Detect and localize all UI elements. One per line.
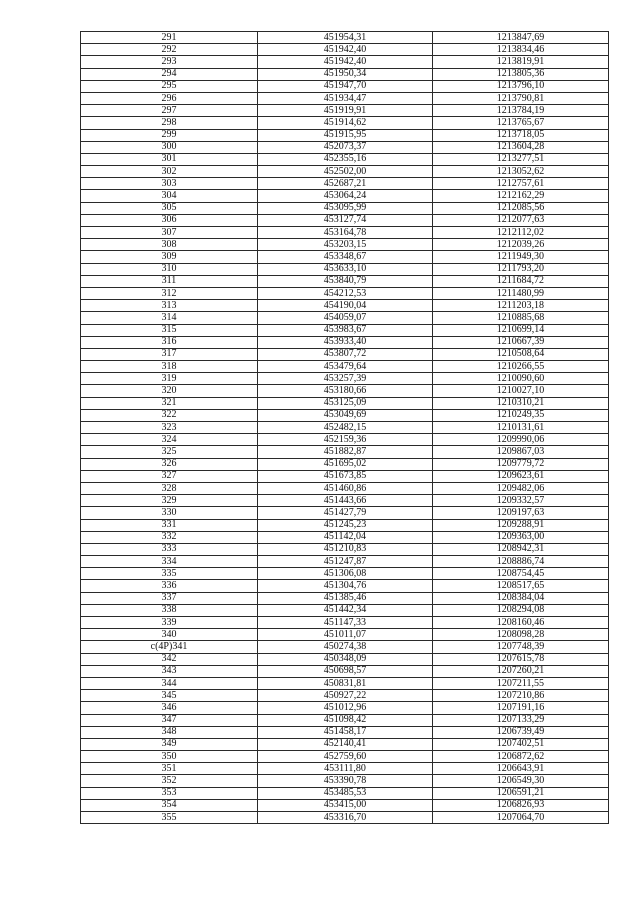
point-number-cell: 324 <box>81 434 258 446</box>
table-row <box>81 141 609 153</box>
y-coordinate-cell: 1210310,21 <box>433 397 609 409</box>
table-row <box>81 446 609 458</box>
x-coordinate-cell: 453203,15 <box>258 239 433 251</box>
table-row <box>81 629 609 641</box>
y-coordinate-cell: 1213790,81 <box>433 92 609 104</box>
point-number-cell: 343 <box>81 665 258 677</box>
point-number-cell: 349 <box>81 738 258 750</box>
table-row <box>81 287 609 299</box>
point-number-cell: 314 <box>81 312 258 324</box>
point-number-cell: 352 <box>81 775 258 787</box>
point-number-cell: 305 <box>81 202 258 214</box>
x-coordinate-cell: 453933,40 <box>258 336 433 348</box>
table-row <box>81 422 609 434</box>
point-number-cell: 332 <box>81 531 258 543</box>
table-row <box>81 385 609 397</box>
table-row <box>81 470 609 482</box>
y-coordinate-cell: 1213847,69 <box>433 32 609 44</box>
y-coordinate-cell: 1209288,91 <box>433 519 609 531</box>
x-coordinate-cell: 451012,96 <box>258 702 433 714</box>
x-coordinate-cell: 451098,42 <box>258 714 433 726</box>
table-row <box>81 495 609 507</box>
table-row <box>81 397 609 409</box>
point-number-cell: 350 <box>81 751 258 763</box>
y-coordinate-cell: 1206591,21 <box>433 787 609 799</box>
x-coordinate-cell: 451147,33 <box>258 617 433 629</box>
x-coordinate-cell: 451210,83 <box>258 543 433 555</box>
table-row <box>81 190 609 202</box>
x-coordinate-cell: 450927,22 <box>258 690 433 702</box>
x-coordinate-cell: 452073,37 <box>258 141 433 153</box>
x-coordinate-cell: 453316,70 <box>258 812 433 824</box>
x-coordinate-cell: 453390,78 <box>258 775 433 787</box>
y-coordinate-cell: 1210885,68 <box>433 312 609 324</box>
table-row <box>81 726 609 738</box>
table-row <box>81 458 609 470</box>
point-number-cell: 301 <box>81 153 258 165</box>
x-coordinate-cell: 454059,07 <box>258 312 433 324</box>
y-coordinate-cell: 1208160,46 <box>433 617 609 629</box>
y-coordinate-cell: 1207064,70 <box>433 812 609 824</box>
y-coordinate-cell: 1208886,74 <box>433 556 609 568</box>
y-coordinate-cell: 1213784,19 <box>433 105 609 117</box>
table-row <box>81 434 609 446</box>
point-number-cell: 295 <box>81 80 258 92</box>
table-row <box>81 202 609 214</box>
point-number-cell: 311 <box>81 275 258 287</box>
y-coordinate-cell: 1208294,08 <box>433 604 609 616</box>
table-row <box>81 32 609 44</box>
y-coordinate-cell: 1209197,63 <box>433 507 609 519</box>
point-number-cell: 302 <box>81 166 258 178</box>
y-coordinate-cell: 1210266,55 <box>433 361 609 373</box>
point-number-cell: 304 <box>81 190 258 202</box>
x-coordinate-cell: 451427,79 <box>258 507 433 519</box>
y-coordinate-cell: 1210249,35 <box>433 409 609 421</box>
y-coordinate-cell: 1206739,49 <box>433 726 609 738</box>
table-row <box>81 348 609 360</box>
point-number-cell: 326 <box>81 458 258 470</box>
y-coordinate-cell: 1209482,06 <box>433 482 609 494</box>
y-coordinate-cell: 1207191,16 <box>433 702 609 714</box>
table-row <box>81 214 609 226</box>
point-number-cell: 312 <box>81 287 258 299</box>
point-number-cell: 328 <box>81 482 258 494</box>
y-coordinate-cell: 1212162,29 <box>433 190 609 202</box>
point-number-cell: 338 <box>81 604 258 616</box>
point-number-cell: 327 <box>81 470 258 482</box>
table-row <box>81 312 609 324</box>
point-number-cell: 293 <box>81 56 258 68</box>
y-coordinate-cell: 1208942,31 <box>433 543 609 555</box>
y-coordinate-cell: 1213805,36 <box>433 68 609 80</box>
x-coordinate-cell: 452502,00 <box>258 166 433 178</box>
point-number-cell: 339 <box>81 617 258 629</box>
table-row <box>81 482 609 494</box>
table-row <box>81 556 609 568</box>
point-number-cell: 303 <box>81 178 258 190</box>
table-row <box>81 44 609 56</box>
y-coordinate-cell: 1211793,20 <box>433 263 609 275</box>
x-coordinate-cell: 451915,95 <box>258 129 433 141</box>
point-number-cell: 347 <box>81 714 258 726</box>
y-coordinate-cell: 1213796,10 <box>433 80 609 92</box>
point-number-cell: 316 <box>81 336 258 348</box>
x-coordinate-cell: 451247,87 <box>258 556 433 568</box>
y-coordinate-cell: 1209779,72 <box>433 458 609 470</box>
point-number-cell: 318 <box>81 361 258 373</box>
x-coordinate-cell: 452159,36 <box>258 434 433 446</box>
point-number-cell: 346 <box>81 702 258 714</box>
table-row <box>81 531 609 543</box>
table-row <box>81 227 609 239</box>
point-number-cell: 323 <box>81 422 258 434</box>
x-coordinate-cell: 451942,40 <box>258 44 433 56</box>
x-coordinate-cell: 451919,91 <box>258 105 433 117</box>
point-number-cell: 330 <box>81 507 258 519</box>
point-number-cell: 308 <box>81 239 258 251</box>
table-row <box>81 361 609 373</box>
y-coordinate-cell: 1207210,86 <box>433 690 609 702</box>
y-coordinate-cell: 1213052,62 <box>433 166 609 178</box>
y-coordinate-cell: 1207133,29 <box>433 714 609 726</box>
x-coordinate-cell: 451942,40 <box>258 56 433 68</box>
point-number-cell: 333 <box>81 543 258 555</box>
x-coordinate-cell: 451385,46 <box>258 592 433 604</box>
x-coordinate-cell: 453164,78 <box>258 227 433 239</box>
y-coordinate-cell: 1211949,30 <box>433 251 609 263</box>
y-coordinate-cell: 1206549,30 <box>433 775 609 787</box>
table-row <box>81 105 609 117</box>
x-coordinate-cell: 451673,85 <box>258 470 433 482</box>
y-coordinate-cell: 1213819,91 <box>433 56 609 68</box>
point-number-cell: 351 <box>81 763 258 775</box>
x-coordinate-cell: 453049,69 <box>258 409 433 421</box>
table-row <box>81 702 609 714</box>
y-coordinate-cell: 1210090,60 <box>433 373 609 385</box>
point-number-cell: 355 <box>81 812 258 824</box>
x-coordinate-cell: 451950,34 <box>258 68 433 80</box>
x-coordinate-cell: 453257,39 <box>258 373 433 385</box>
x-coordinate-cell: 451947,70 <box>258 80 433 92</box>
y-coordinate-cell: 1211684,72 <box>433 275 609 287</box>
table-row <box>81 677 609 689</box>
coordinates-table <box>80 31 609 824</box>
y-coordinate-cell: 1206872,62 <box>433 751 609 763</box>
y-coordinate-cell: 1208098,28 <box>433 629 609 641</box>
x-coordinate-cell: 450274,38 <box>258 641 433 653</box>
table-row <box>81 568 609 580</box>
point-number-cell: 342 <box>81 653 258 665</box>
point-number-cell: 335 <box>81 568 258 580</box>
point-number-cell: 294 <box>81 68 258 80</box>
x-coordinate-cell: 451442,34 <box>258 604 433 616</box>
x-coordinate-cell: 451914,62 <box>258 117 433 129</box>
y-coordinate-cell: 1209332,57 <box>433 495 609 507</box>
point-number-cell: 297 <box>81 105 258 117</box>
x-coordinate-cell: 451142,04 <box>258 531 433 543</box>
table-row <box>81 665 609 677</box>
table-row <box>81 263 609 275</box>
point-number-cell: 309 <box>81 251 258 263</box>
point-number-cell: 325 <box>81 446 258 458</box>
point-number-cell: 291 <box>81 32 258 44</box>
y-coordinate-cell: 1213718,05 <box>433 129 609 141</box>
x-coordinate-cell: 452687,21 <box>258 178 433 190</box>
point-number-cell: 317 <box>81 348 258 360</box>
point-number-cell: 321 <box>81 397 258 409</box>
x-coordinate-cell: 452140,41 <box>258 738 433 750</box>
point-number-cell: 299 <box>81 129 258 141</box>
table-row <box>81 738 609 750</box>
y-coordinate-cell: 1207211,55 <box>433 677 609 689</box>
y-coordinate-cell: 1209363,00 <box>433 531 609 543</box>
y-coordinate-cell: 1209990,06 <box>433 434 609 446</box>
y-coordinate-cell: 1207402,51 <box>433 738 609 750</box>
table-row <box>81 653 609 665</box>
y-coordinate-cell: 1208517,65 <box>433 580 609 592</box>
y-coordinate-cell: 1208754,45 <box>433 568 609 580</box>
table-row <box>81 787 609 799</box>
table-row <box>81 580 609 592</box>
x-coordinate-cell: 453348,67 <box>258 251 433 263</box>
y-coordinate-cell: 1212039,26 <box>433 239 609 251</box>
x-coordinate-cell: 450698,57 <box>258 665 433 677</box>
point-number-cell: 298 <box>81 117 258 129</box>
point-number-cell: 322 <box>81 409 258 421</box>
x-coordinate-cell: 454190,04 <box>258 300 433 312</box>
table-row <box>81 153 609 165</box>
y-coordinate-cell: 1207748,39 <box>433 641 609 653</box>
point-number-cell: 353 <box>81 787 258 799</box>
point-number-cell: 313 <box>81 300 258 312</box>
point-number-cell: 348 <box>81 726 258 738</box>
table-row <box>81 336 609 348</box>
y-coordinate-cell: 1212085,56 <box>433 202 609 214</box>
x-coordinate-cell: 454212,53 <box>258 287 433 299</box>
x-coordinate-cell: 453180,66 <box>258 385 433 397</box>
x-coordinate-cell: 451306,08 <box>258 568 433 580</box>
point-number-cell: 334 <box>81 556 258 568</box>
point-number-cell: 345 <box>81 690 258 702</box>
point-number-cell: 319 <box>81 373 258 385</box>
point-number-cell: 337 <box>81 592 258 604</box>
x-coordinate-cell: 451011,07 <box>258 629 433 641</box>
y-coordinate-cell: 1212757,61 <box>433 178 609 190</box>
point-number-cell: 296 <box>81 92 258 104</box>
y-coordinate-cell: 1210699,14 <box>433 324 609 336</box>
x-coordinate-cell: 452482,15 <box>258 422 433 434</box>
table-row <box>81 690 609 702</box>
y-coordinate-cell: 1209623,61 <box>433 470 609 482</box>
y-coordinate-cell: 1213604,28 <box>433 141 609 153</box>
table-row <box>81 617 609 629</box>
table-row <box>81 251 609 263</box>
x-coordinate-cell: 453633,10 <box>258 263 433 275</box>
x-coordinate-cell: 453095,99 <box>258 202 433 214</box>
table-row <box>81 129 609 141</box>
table-row <box>81 275 609 287</box>
x-coordinate-cell: 453840,79 <box>258 275 433 287</box>
x-coordinate-cell: 451443,66 <box>258 495 433 507</box>
point-number-cell: 306 <box>81 214 258 226</box>
x-coordinate-cell: 453064,24 <box>258 190 433 202</box>
x-coordinate-cell: 452759,60 <box>258 751 433 763</box>
table-row <box>81 92 609 104</box>
y-coordinate-cell: 1210027,10 <box>433 385 609 397</box>
x-coordinate-cell: 451460,86 <box>258 482 433 494</box>
table-row <box>81 373 609 385</box>
point-number-cell: 336 <box>81 580 258 592</box>
table-row <box>81 80 609 92</box>
y-coordinate-cell: 1206643,91 <box>433 763 609 775</box>
y-coordinate-cell: 1210667,39 <box>433 336 609 348</box>
table-row <box>81 166 609 178</box>
point-number-cell: 292 <box>81 44 258 56</box>
x-coordinate-cell: 453111,80 <box>258 763 433 775</box>
y-coordinate-cell: 1211480,99 <box>433 287 609 299</box>
y-coordinate-cell: 1209867,03 <box>433 446 609 458</box>
y-coordinate-cell: 1210131,61 <box>433 422 609 434</box>
table-row <box>81 117 609 129</box>
y-coordinate-cell: 1213765,67 <box>433 117 609 129</box>
x-coordinate-cell: 452355,16 <box>258 153 433 165</box>
y-coordinate-cell: 1211203,18 <box>433 300 609 312</box>
y-coordinate-cell: 1213834,46 <box>433 44 609 56</box>
x-coordinate-cell: 450831,81 <box>258 677 433 689</box>
x-coordinate-cell: 453125,09 <box>258 397 433 409</box>
point-number-cell: 340 <box>81 629 258 641</box>
x-coordinate-cell: 453479,64 <box>258 361 433 373</box>
table-row <box>81 324 609 336</box>
x-coordinate-cell: 451954,31 <box>258 32 433 44</box>
point-number-cell: с(4Р)341 <box>81 641 258 653</box>
y-coordinate-cell: 1207615,78 <box>433 653 609 665</box>
table-row <box>81 507 609 519</box>
table-row <box>81 300 609 312</box>
table-row <box>81 56 609 68</box>
table-row <box>81 239 609 251</box>
point-number-cell: 329 <box>81 495 258 507</box>
table-row <box>81 409 609 421</box>
table-row <box>81 799 609 811</box>
table-row <box>81 751 609 763</box>
table-row <box>81 714 609 726</box>
y-coordinate-cell: 1206826,93 <box>433 799 609 811</box>
point-number-cell: 344 <box>81 677 258 689</box>
point-number-cell: 331 <box>81 519 258 531</box>
y-coordinate-cell: 1210508,64 <box>433 348 609 360</box>
y-coordinate-cell: 1213277,51 <box>433 153 609 165</box>
table-row <box>81 775 609 787</box>
point-number-cell: 310 <box>81 263 258 275</box>
x-coordinate-cell: 453485,53 <box>258 787 433 799</box>
table-row <box>81 641 609 653</box>
point-number-cell: 307 <box>81 227 258 239</box>
table-row <box>81 178 609 190</box>
x-coordinate-cell: 451245,23 <box>258 519 433 531</box>
x-coordinate-cell: 451695,02 <box>258 458 433 470</box>
y-coordinate-cell: 1208384,04 <box>433 592 609 604</box>
table-row <box>81 543 609 555</box>
x-coordinate-cell: 451304,76 <box>258 580 433 592</box>
table-row <box>81 604 609 616</box>
x-coordinate-cell: 453415,00 <box>258 799 433 811</box>
table-row <box>81 519 609 531</box>
x-coordinate-cell: 453807,72 <box>258 348 433 360</box>
x-coordinate-cell: 451882,87 <box>258 446 433 458</box>
point-number-cell: 315 <box>81 324 258 336</box>
x-coordinate-cell: 450348,09 <box>258 653 433 665</box>
x-coordinate-cell: 451934,47 <box>258 92 433 104</box>
table-row <box>81 812 609 824</box>
point-number-cell: 300 <box>81 141 258 153</box>
point-number-cell: 354 <box>81 799 258 811</box>
x-coordinate-cell: 453983,67 <box>258 324 433 336</box>
table-row <box>81 68 609 80</box>
table-row <box>81 763 609 775</box>
point-number-cell: 320 <box>81 385 258 397</box>
x-coordinate-cell: 451458,17 <box>258 726 433 738</box>
y-coordinate-cell: 1212112,02 <box>433 227 609 239</box>
table-row <box>81 592 609 604</box>
x-coordinate-cell: 453127,74 <box>258 214 433 226</box>
coordinates-table-body <box>81 32 609 824</box>
y-coordinate-cell: 1212077,63 <box>433 214 609 226</box>
y-coordinate-cell: 1207260,21 <box>433 665 609 677</box>
